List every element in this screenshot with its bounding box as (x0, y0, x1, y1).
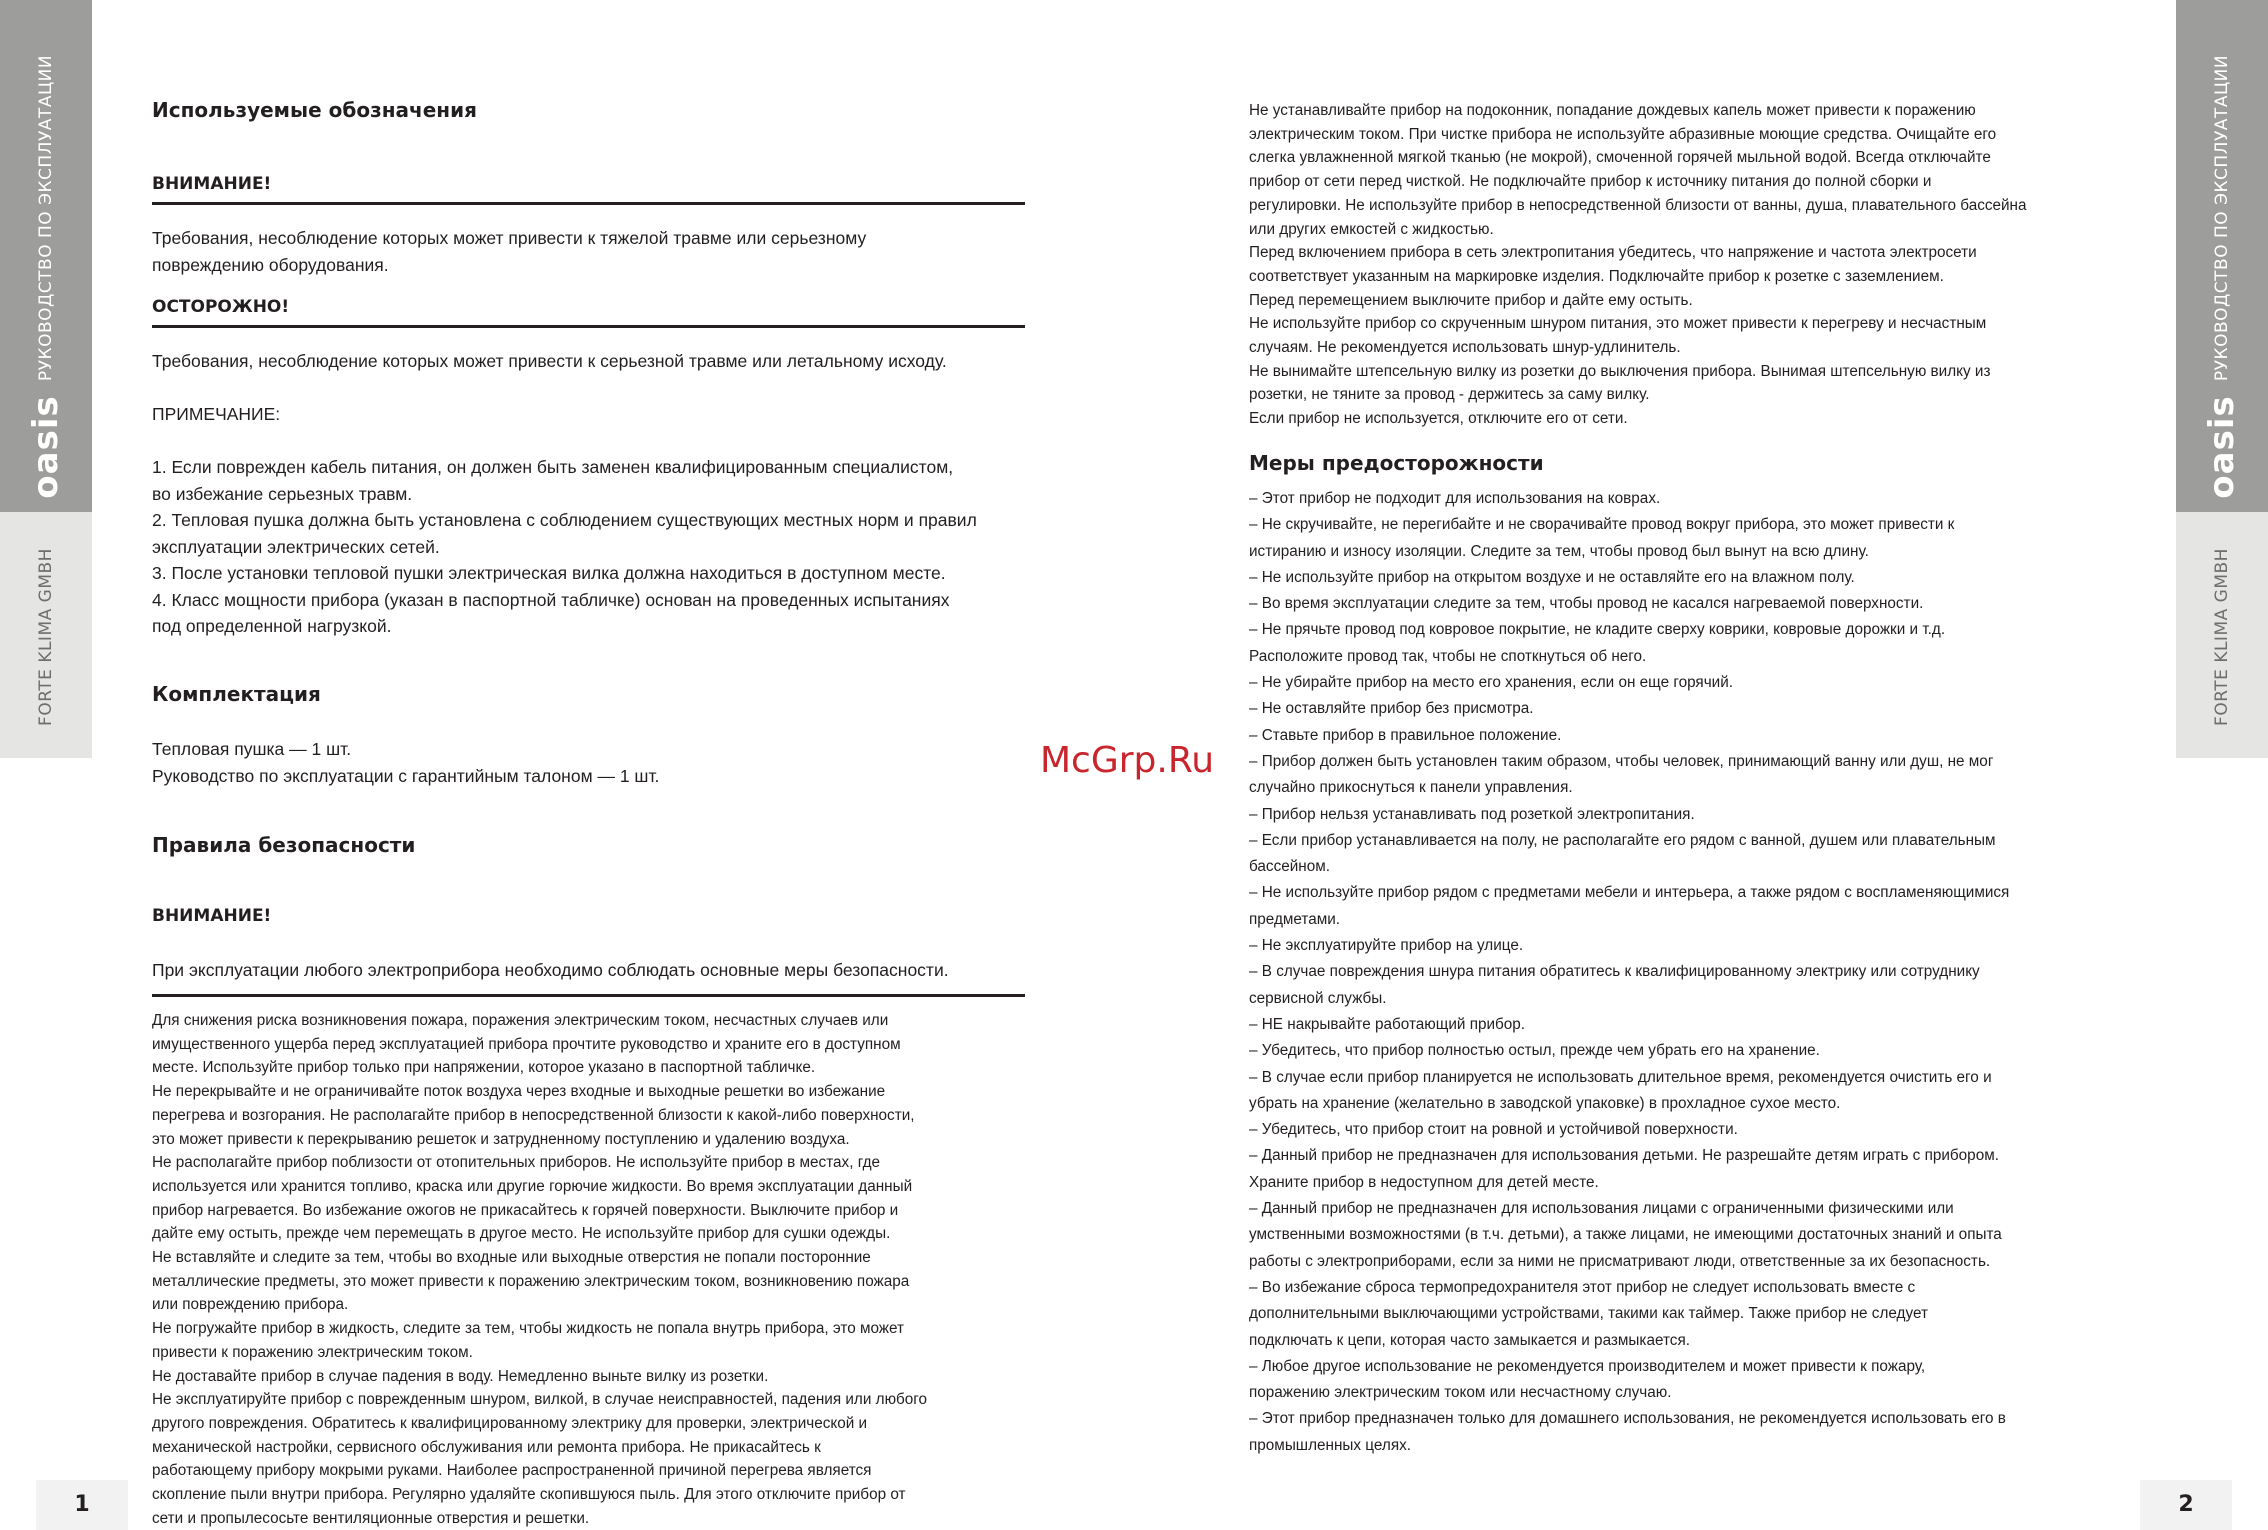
page-number-left: 1 (36, 1480, 128, 1530)
warning-label: ВНИМАНИЕ! (152, 906, 272, 926)
divider (152, 202, 1025, 205)
safety-title: Правила безопасности (152, 833, 416, 857)
left-side-tab (0, 0, 92, 758)
watermark-text: McGrp.Ru (1040, 740, 1215, 781)
page-number-right: 2 (2140, 1480, 2232, 1530)
caution-text: Требования, несоблюдение которых может привести к серьезной травме или летальному исходу. (152, 351, 947, 371)
safety-body-continued: Не устанавливайте прибор на подоконник, попадание дождевых капель может привести к поражению электрическим током. При чистке прибора не используйте абразивные моющие средства. Очищайте его слегка увлажненной мягкой тканью (не мокрой), смоченной горячей мыльной водой. Всегда отключайте прибор от сети перед чисткой. Не подключайте прибор к источнику питания до полной сборки и регулировки. Не используйте прибор в непосредственной близости от ванны, душа, плавательного бассейна или других емкостей с жидкостью. Перед включением прибора в сеть электропитания убедитесь, что напряжение и частота электросети соответствует указанным на маркировке изделия. Подключайте прибор к розетке с заземлением. Перед перемещением выключите прибор и дайте ему остыть. Не используйте прибор со скрученным шнуром питания, это может привести к перегреву и несчастным случаям. Не рекомендуется использовать шнур-удлинитель. Не вынимайте штепсельную вилку из розетки до выключения прибора. Вынимая штепсельную вилку из розетки, не тяните за провод - держитесь за саму вилку. Если прибор не используется, отключите его от сети. (1249, 102, 2027, 428)
kit-title: Комплектация (152, 682, 321, 706)
manual-label: РУКОВОДСТВО ПО ЭКСПЛУАТАЦИИ (36, 54, 56, 382)
right-side-tab (2176, 0, 2268, 758)
company-label: FORTE KLIMA GMBH (36, 548, 56, 726)
warning-label: ВНИМАНИЕ! (152, 174, 272, 194)
manual-label: РУКОВОДСТВО ПО ЭКСПЛУАТАЦИИ (2212, 54, 2232, 382)
precautions-list: – Этот прибор не подходит для использования на коврах. – Не скручивайте, не перегибайте и не сворачивайте провод вокруг прибора, это может привести к истиранию и износу изоляции. Следите за тем, чтобы провод был вынут на всю длину. – Не используйте прибор на открытом воздухе и не оставляйте его на влажном полу. – Во время эксплуатации следите за тем, чтобы провод не касался нагреваемой поверхности. – Не прячьте провод под ковровое покрытие, не кладите сверху коврики, ковровые дорожки и т.д. Расположите провод так, чтобы не споткнуться об него. – Не убирайте прибор на место его хранения, если он еще горячий. – Не оставляйте прибор без присмотра. – Ставьте прибор в правильное положение. – Прибор должен быть установлен таким образом, чтобы человек, принимающий ванну или душ, не мог случайно прикоснуться к панели управления. – Прибор нельзя устанавливать под розеткой электропитания. – Если прибор устанавливается на полу, не располагайте его рядом с ванной, душем или плавательным бассейном. – Не используйте прибор рядом с предметами мебели и интерьера, а также рядом с воспламеняющимися предметами. – Не эксплуатируйте прибор на улице. – В случае повреждения шнура питания обратитесь к квалифицированному электрику или сотруднику сервисной службы. – НЕ накрывайте работающий прибор. – Убедитесь, что прибор полностью остыл, прежде чем убрать его на хранение. – В случае если прибор планируется не использовать длительное время, рекомендуется очистить его и убрать на хранение (желательно в заводской упаковке) в прохладное сухое место. – Убедитесь, что прибор стоит на ровной и устойчивой поверхности. – Данный прибор не предназначен для использования детьми. Не разрешайте детям играть с прибором. Храните прибор в недоступном для детей месте. – Данный прибор не предназначен для использования лицами с ограниченными физическими или умственными возможностями (в т.ч. детьми), а также лицами, не имеющими достаточных знаний и опыта работы с электроприборами, если за ними не присматривают люди, ответственные за их безопасность. – Во избежание сброса термопредохранителя этот прибор не следует использовать вместе с дополнительными выключающими устройствами, такими как таймер. Также прибор не следует подключать к цепи, которая часто замыкается и размыкается. – Любое другое использование не рекомендуется производителем и может привести к пожару, поражению электрическим током или несчастному случаю. – Этот прибор предназначен только для домашнего использования, не рекомендуется использовать его в промышленных целях. (1249, 490, 2010, 1454)
divider (152, 325, 1025, 328)
brand-logo: oasis (2202, 395, 2242, 499)
note-label: ПРИМЕЧАНИЕ: (152, 404, 281, 424)
precautions-title: Меры предосторожности (1249, 451, 1544, 475)
company-label: FORTE KLIMA GMBH (2212, 548, 2232, 726)
safety-body: Для снижения риска возникновения пожара, поражения электрическим током, несчастных случаев или имущественного ущерба перед эксплуатацией прибора прочтите руководство и храните его в доступном месте. Используйте прибор только при напряжении, которое указано в паспортной табличке. Не перекрывайте и не ограничивайте поток воздуха через входные и выходные решетки во избежание перегрева и возгорания. Не располагайте прибор в непосредственной близости к какой-либо поверхности, это может привести к перекрыванию решеток и затрудненному поступлению и удалению воздуха. Не располагайте прибор поблизости от отопительных приборов. Не используйте прибор в местах, где используется или хранится топливо, краска или другие горючие жидкости. Во время эксплуатации данный прибор нагревается. Во избежание ожогов не прикасайтесь к горячей поверхности. Выключите прибор и дайте ему остыть, прежде чем перемещать в другое место. Не используйте прибор для сушки одежды. Не вставляйте и следите за тем, чтобы во входные или выходные отверстия не попали посторонние металлические предметы, это может привести к поражению электрическим током, возникновению пожара или повреждению прибора. Не погружайте прибор в жидкость, следите за тем, чтобы жидкость не попала внутрь прибора, это может привести к поражению электрическим током. Не доставайте прибор в случае падения в воду. Немедленно выньте вилку из розетки. Не эксплуатируйте прибор с поврежденным шнуром, вилкой, в случае неисправностей, падения или любого другого повреждения. Обратитесь к квалифицированному электрику для проверки, электрической и механической настройки, сервисного обслуживания или ремонта прибора. Не прикасайтесь к работающему прибору мокрыми руками. Наиболее распространенной причиной перегрева является скопление пыли внутри прибора. Регулярно удаляйте скопившуюся пыль. Для этого отключите прибор от сети и пропылесосьте вентиляционные отверстия и решетки. (152, 1012, 928, 1527)
notes-list: 1. Если поврежден кабель питания, он должен быть заменен квалифицированным специалистом, во избежание серьезных травм. 2. Тепловая пушка должна быть установлена с соблюдением существующих местных норм и правил эксплуатации электрических сетей. 3. После установки тепловой пушки электрическая вилка должна находиться в доступном месте. 4. Класс мощности прибора (указан в паспортной табличке) основан на проведенных испытаниях под определенной нагрузкой. (152, 457, 977, 636)
divider (152, 994, 1025, 997)
brand-logo: oasis (26, 395, 66, 499)
symbols-title: Используемые обозначения (152, 98, 477, 122)
warning-text: При эксплуатации любого электроприбора необходимо соблюдать основные меры безопасности. (152, 960, 949, 980)
kit-list: Тепловая пушка — 1 шт. Руководство по эксплуатации с гарантийным талоном — 1 шт. (152, 739, 660, 786)
warning-text: Требования, несоблюдение которых может привести к тяжелой травме или серьезному повреждению оборудования. (152, 228, 867, 275)
caution-label: ОСТОРОЖНО! (152, 297, 290, 317)
